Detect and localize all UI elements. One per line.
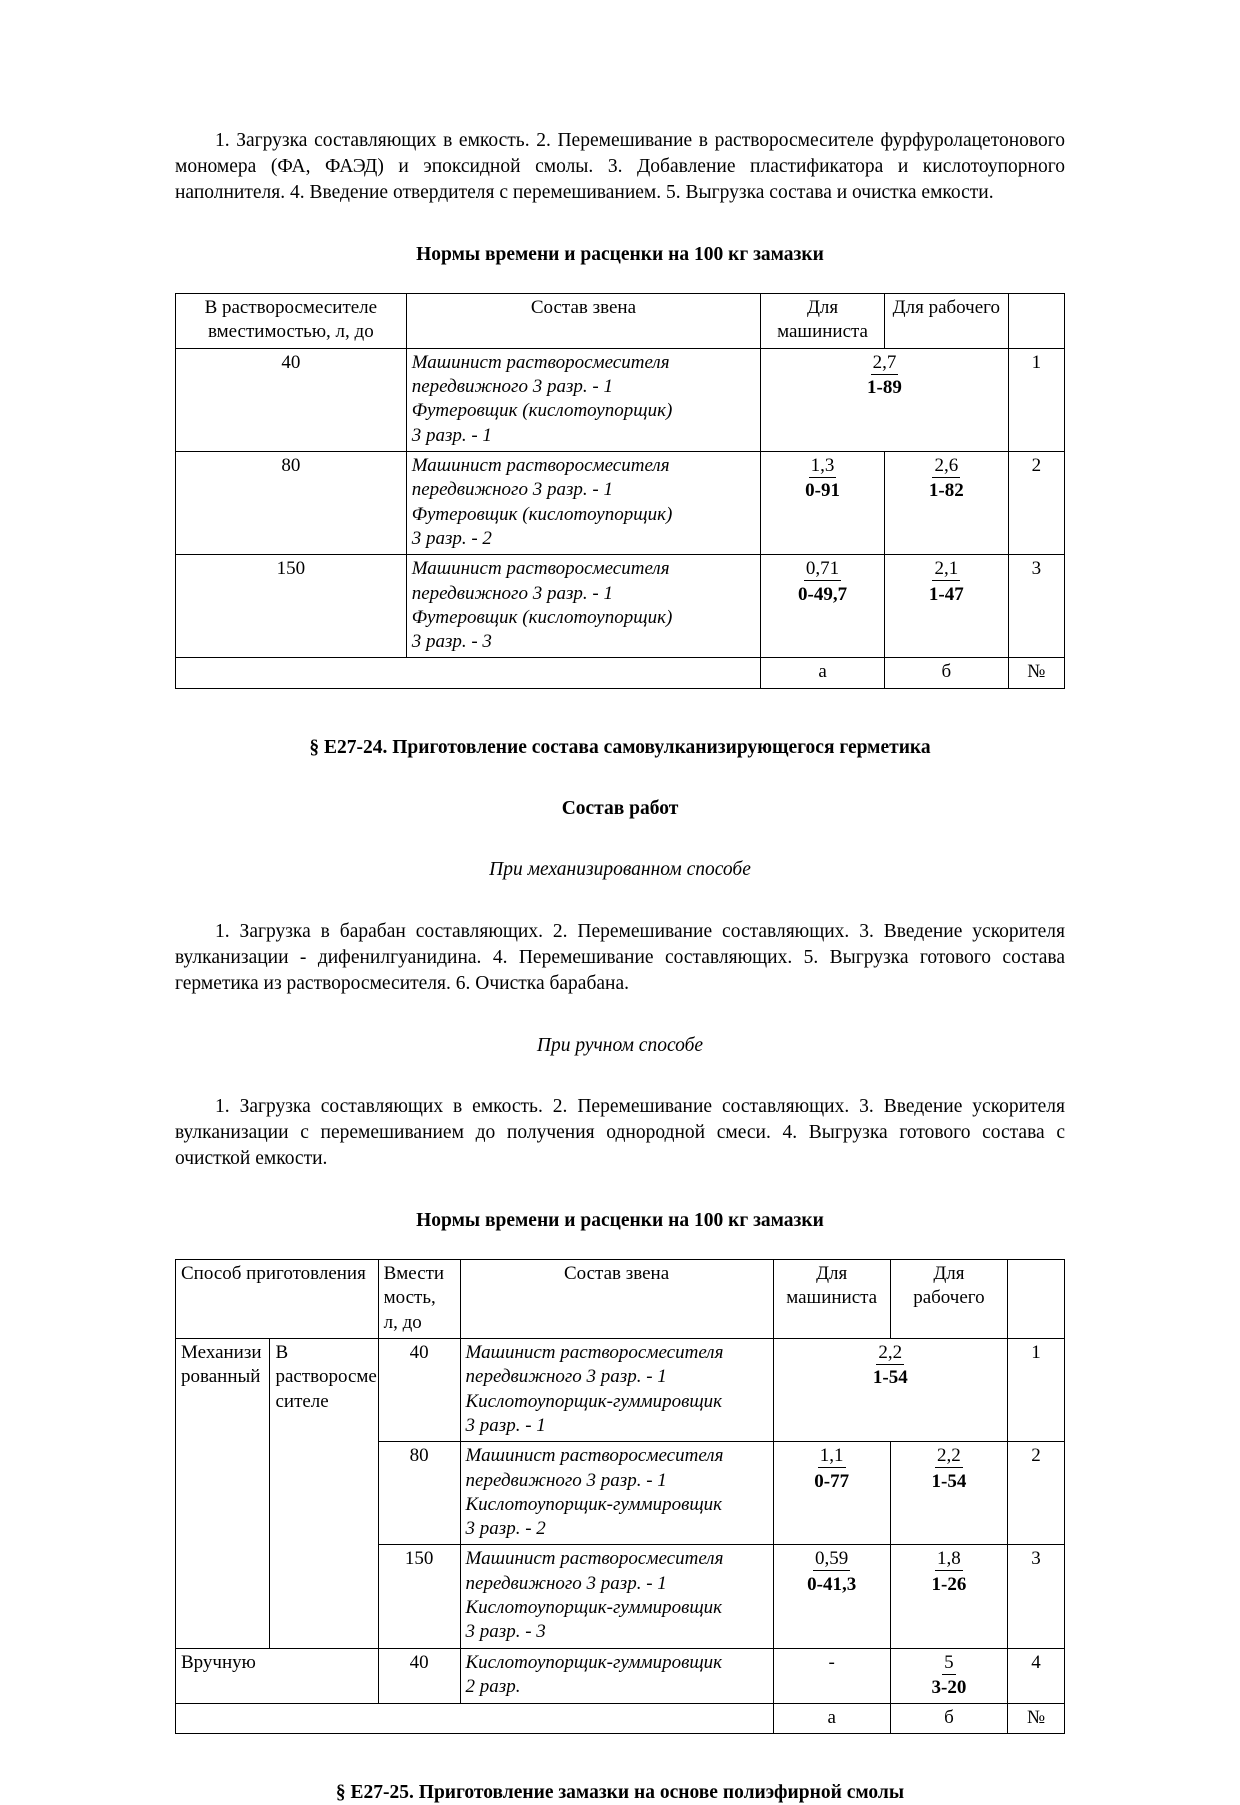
norms-table-1 xyxy=(175,293,1065,689)
footer-empty xyxy=(176,658,761,688)
table-row xyxy=(176,451,1065,554)
norms-table-2 xyxy=(175,1259,1065,1734)
crew-line: Кислотоупорщик-гуммировщик xyxy=(465,1493,723,1515)
footer-label-b: б xyxy=(890,1703,1007,1733)
cell-crew xyxy=(460,1338,773,1441)
norm-value: 0,71 xyxy=(805,558,840,580)
cell-machinist xyxy=(773,1442,890,1545)
norm-value: 5 xyxy=(944,1651,954,1673)
cell-capacity: 80 xyxy=(378,1442,460,1545)
norm-value: 2,7 xyxy=(872,351,897,373)
cell-machinist-worker-merged xyxy=(761,348,1009,451)
cell-method-manual: Вручную xyxy=(176,1648,379,1703)
crew-line: Кислотоупорщик-гуммировщик xyxy=(465,1390,723,1412)
cell-capacity: 40 xyxy=(378,1648,460,1703)
rate-value: 1-82 xyxy=(928,480,964,502)
method-line: Механизи xyxy=(181,1341,262,1363)
cell-crew xyxy=(460,1648,773,1703)
crew-line: Машинист растворосмесителя xyxy=(411,454,670,476)
footer-label-no: № xyxy=(1008,658,1064,688)
rate-value: 1-47 xyxy=(928,583,964,605)
crew-line: Машинист растворосмесителя xyxy=(465,1548,724,1570)
cell-machinist-worker-merged xyxy=(773,1338,1007,1441)
crew-line: передвижного 3 разр. - 1 xyxy=(465,1469,667,1491)
rate-value: 3-20 xyxy=(931,1677,967,1699)
method-place-line: растворосме xyxy=(275,1366,377,1388)
method-place-line: В xyxy=(275,1341,289,1363)
norm-value: 0,59 xyxy=(815,1548,849,1570)
rate-value: 1-89 xyxy=(867,377,902,399)
header-crew: Состав звена xyxy=(406,294,760,349)
rate-value: 1-54 xyxy=(872,1367,908,1389)
cell-capacity: 40 xyxy=(176,348,407,451)
table-row xyxy=(176,348,1065,451)
crew-line: передвижного 3 разр. - 1 xyxy=(411,582,613,604)
cell-method-mechanized xyxy=(176,1338,270,1648)
cell-index: 1 xyxy=(1008,348,1064,451)
cell-index: 1 xyxy=(1008,1338,1065,1441)
norm-value: 2,2 xyxy=(937,1445,961,1467)
cell-crew xyxy=(406,348,760,451)
crew-line: Кислотоупорщик-гуммировщик xyxy=(465,1597,723,1619)
header-worker: Для рабочего xyxy=(890,1260,1007,1339)
crew-line: 3 разр. - 2 xyxy=(411,527,492,549)
crew-line: Машинист растворосмесителя xyxy=(411,558,670,580)
norm-value: 1,1 xyxy=(819,1445,844,1467)
footer-label-b: б xyxy=(884,658,1008,688)
header-index xyxy=(1008,294,1064,349)
cell-method-place xyxy=(270,1338,378,1648)
rate-value: 0-41,3 xyxy=(807,1573,857,1595)
header-index xyxy=(1008,1260,1065,1339)
header-machinist: Для машиниста xyxy=(761,294,885,349)
cell-index: 2 xyxy=(1008,451,1064,554)
crew-line: 3 разр. - 1 xyxy=(465,1414,546,1436)
section-title-e27-25: § Е27-25. Приготовление замазки на основе полиэфирной смолы xyxy=(335,1782,905,1804)
cell-index: 3 xyxy=(1008,1545,1065,1648)
crew-line: Машинист растворосмесителя xyxy=(465,1445,724,1467)
footer-label-a: а xyxy=(773,1703,890,1733)
mechanized-method-paragraph: 1. Загрузка в барабан составляющих. 2. Перемешивание составляющих. 3. Введение ускорителя вулканизации - дифенилгуанидина. 4. Перемешивание составляющих. 5. Выгрузка готового состава герметика из растворосмесителя. 6. Очистка барабана. xyxy=(175,920,1065,994)
cell-machinist xyxy=(773,1545,890,1648)
table-footer-row xyxy=(176,1703,1065,1733)
table1-caption: Нормы времени и расценки на 100 кг замазки xyxy=(416,243,824,265)
cell-capacity: 80 xyxy=(176,451,407,554)
header-crew: Состав звена xyxy=(460,1260,773,1339)
norm-value: 1,3 xyxy=(810,454,835,476)
manual-method-paragraph: 1. Загрузка составляющих в емкость. 2. Перемешивание составляющих. 3. Введение ускорителя вулканизации с перемешиванием до получения однородной смеси. 4. Выгрузка готового состава с очисткой емкости. xyxy=(175,1095,1065,1169)
crew-line: Футеровщик (кислотоупорщик) xyxy=(411,400,673,422)
cell-machinist xyxy=(761,451,885,554)
crew-line: 3 разр. - 2 xyxy=(465,1518,546,1540)
cell-capacity: 40 xyxy=(378,1338,460,1441)
section-title-e27-24: § Е27-24. Приготовление состава самовулканизирующегося герметика xyxy=(309,736,931,758)
cell-crew xyxy=(460,1442,773,1545)
norm-value: 2,6 xyxy=(934,454,959,476)
crew-line: Машинист растворосмесителя xyxy=(411,351,670,373)
cell-crew xyxy=(460,1545,773,1648)
cell-machinist-dash: - xyxy=(773,1648,890,1703)
table-row xyxy=(176,1338,1065,1441)
header-machinist: Для машиниста xyxy=(773,1260,890,1339)
cell-worker xyxy=(884,555,1008,658)
header-capacity-line: Вмести xyxy=(383,1263,445,1285)
cell-index: 3 xyxy=(1008,555,1064,658)
method-line: рованный xyxy=(181,1366,261,1388)
header-capacity-line: л, до xyxy=(383,1311,422,1333)
header-capacity-line: мость, xyxy=(383,1287,436,1309)
cell-worker xyxy=(890,1648,1007,1703)
cell-capacity: 150 xyxy=(176,555,407,658)
footer-label-a: а xyxy=(761,658,885,688)
cell-index: 4 xyxy=(1008,1648,1065,1703)
cell-machinist xyxy=(761,555,885,658)
mechanized-method-subtitle: При механизированном способе xyxy=(489,859,751,881)
table-header-row xyxy=(176,294,1065,349)
table-row xyxy=(176,555,1065,658)
norm-value: 2,1 xyxy=(934,558,959,580)
crew-line: передвижного 3 разр. - 1 xyxy=(465,1572,667,1594)
rate-value: 0-77 xyxy=(814,1470,850,1492)
table-row-manual xyxy=(176,1648,1065,1703)
header-capacity: В растворосмесителе вместимостью, л, до xyxy=(176,294,407,349)
intro-paragraph: 1. Загрузка составляющих в емкость. 2. Перемешивание в растворосмесителе фурфуролацетонового мономера (ФА, ФАЭД) и эпоксидной смолы. 3. Добавление пластификатора и кислотоупорного наполнителя. 4. Введение отвердителя с перемешиванием. 5. Выгрузка состава и очистка емкости. xyxy=(175,130,1065,203)
norm-value: 2,2 xyxy=(878,1341,903,1363)
crew-line: 3 разр. - 3 xyxy=(411,631,492,653)
crew-line: передвижного 3 разр. - 1 xyxy=(411,376,613,398)
table2-caption: Нормы времени и расценки на 100 кг замазки xyxy=(416,1209,824,1231)
cell-worker xyxy=(884,451,1008,554)
header-worker: Для рабочего xyxy=(884,294,1008,349)
rate-value: 0-91 xyxy=(805,480,840,502)
crew-line: 2 разр. xyxy=(465,1676,521,1698)
table-header-row xyxy=(176,1260,1065,1339)
works-composition-title: Состав работ xyxy=(561,798,679,820)
crew-line: 3 разр. - 3 xyxy=(465,1621,546,1643)
norm-value: 1,8 xyxy=(937,1548,961,1570)
crew-line: 3 разр. - 1 xyxy=(411,424,492,446)
cell-capacity: 150 xyxy=(378,1545,460,1648)
crew-line: передвижного 3 разр. - 1 xyxy=(411,479,613,501)
table-footer-row xyxy=(176,658,1065,688)
footer-label-no: № xyxy=(1008,1703,1065,1733)
manual-method-subtitle: При ручном способе xyxy=(536,1034,704,1056)
cell-worker xyxy=(890,1442,1007,1545)
crew-line: Машинист растворосмесителя xyxy=(465,1341,724,1363)
crew-line: Футеровщик (кислотоупорщик) xyxy=(411,606,673,628)
cell-worker xyxy=(890,1545,1007,1648)
rate-value: 0-49,7 xyxy=(798,583,848,605)
rate-value: 1-26 xyxy=(931,1573,967,1595)
header-capacity xyxy=(378,1260,460,1339)
crew-line: передвижного 3 разр. - 1 xyxy=(465,1366,667,1388)
cell-crew xyxy=(406,451,760,554)
header-method: Способ приготовления xyxy=(176,1260,379,1339)
footer-empty xyxy=(176,1703,774,1733)
cell-index: 2 xyxy=(1008,1442,1065,1545)
rate-value: 1-54 xyxy=(931,1470,967,1492)
crew-line: Кислотоупорщик-гуммировщик xyxy=(465,1651,723,1673)
method-place-line: сителе xyxy=(275,1390,329,1412)
crew-line: Футеровщик (кислотоупорщик) xyxy=(411,503,673,525)
cell-crew xyxy=(406,555,760,658)
